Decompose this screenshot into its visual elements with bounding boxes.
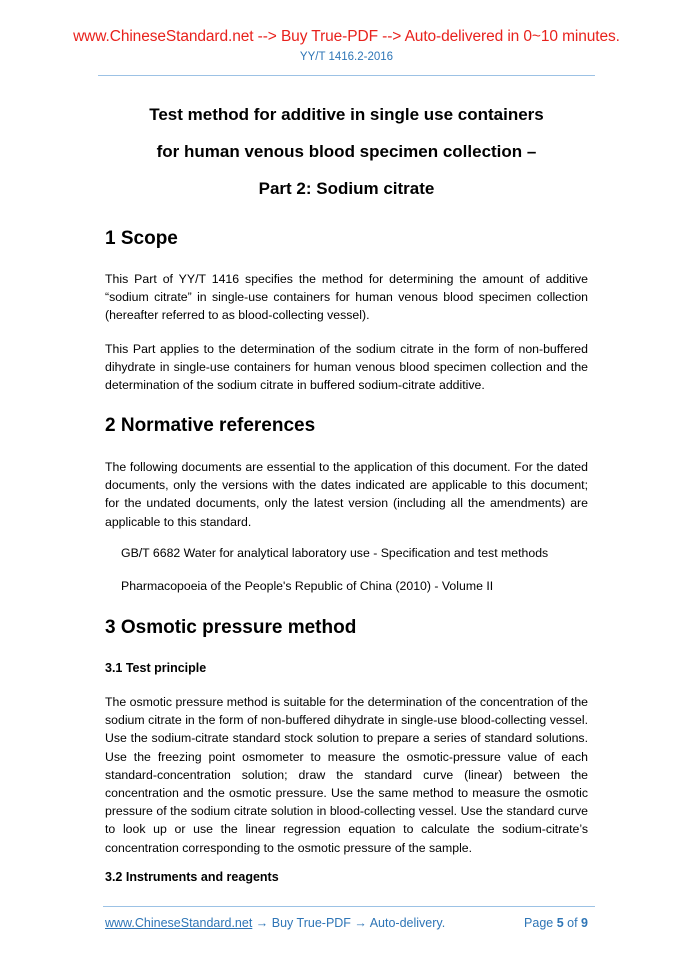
normative-references-paragraph: The following documents are essential to the application of this document. For the dated documents, only the versions with the dates indicated are applicable to this document; for the undated documents, only the latest version (including all the amendments) are applicable to this standard. xyxy=(105,460,588,529)
scope-paragraph-1: This Part of YY/T 1416 specifies the method for determining the amount of additive “sodium citrate” in single-use containers for human venous blood specimen collection (hereafter referred to as blood-collecting vessel). xyxy=(105,272,588,323)
page-current: 5 xyxy=(556,916,564,930)
footer-site-link[interactable]: www.ChineseStandard.net xyxy=(105,916,253,930)
page-indicator xyxy=(524,916,588,930)
footer-divider xyxy=(103,906,595,907)
subsection-heading-instruments-and-reagents: 3.2 Instruments and reagents xyxy=(105,870,279,884)
page-label: Page xyxy=(524,916,557,930)
scope-paragraph-2: This Part applies to the determination of the sodium citrate in the form of non-buffered dihydrate in single-use containers for human venous blood specimen collection and the determination of the sodium citrate in buffered sodium-citrate additive. xyxy=(105,342,588,393)
section-heading-scope: 1 Scope xyxy=(105,228,178,249)
document-code: YY/T 1416.2-2016 xyxy=(299,51,394,63)
top-banner[interactable]: www.ChineseStandard.net --> Buy True-PDF --> Auto-delivered in 0~10 minutes. xyxy=(73,28,620,45)
page-of: of xyxy=(563,916,582,930)
test-principle-paragraph: The osmotic pressure method is suitable for the determination of the concentration of the sodium citrate in the form of non-buffered dihydrate in single-use blood-collecting vessel. Use the sodium-citrate standard stock solution to prepare a series of standard solutions. Use the freezing point osmometer to measure the osmotic-pressure value of each standard-concentration solution; draw the standard curve (linear) between the concentration and the osmotic pressure. Use the same method to measure the osmotic pressure of the sodium citrate solution in blood-collecting vessel. Use the standard curve to look up or use the linear regression equation to calculate the sodium-citrate’s concentration corresponding to the osmotic pressure of the sample. xyxy=(105,695,588,855)
header-divider xyxy=(98,75,595,76)
subsection-heading-test-principle: 3.1 Test principle xyxy=(105,661,207,675)
document-title-line-2: for human venous blood specimen collection – xyxy=(156,142,537,161)
section-heading-osmotic-pressure-method: 3 Osmotic pressure method xyxy=(105,617,357,638)
document-title-line-3: Part 2: Sodium citrate xyxy=(258,179,435,198)
footer-promo xyxy=(105,916,445,930)
reference-item: GB/T 6682 Water for analytical laboratory use - Specification and test methods xyxy=(121,546,549,560)
reference-item: Pharmacopoeia of the People's Republic of China (2010) - Volume II xyxy=(121,579,494,593)
document-title-line-1: Test method for additive in single use containers xyxy=(149,105,544,124)
page-total: 9 xyxy=(581,916,588,930)
footer-tagline: → Buy True-PDF → Auto-delivery. xyxy=(252,916,446,930)
page-footer xyxy=(105,916,588,930)
section-heading-normative-references: 2 Normative references xyxy=(105,415,316,436)
